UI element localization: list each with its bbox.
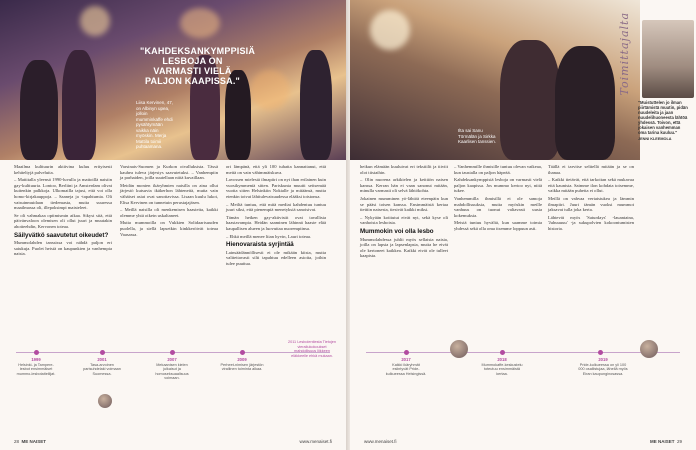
paragraph: Mutta mummoilla on Vukkien Solidaarisuuden puolella, ja siellä lapsetkin kinkkeröivät toteaa Vaasassa. <box>120 220 218 237</box>
paragraph: Meillä on vahvaa vertaistukea ja lämmin ilmapiiri. Juuri tämän vuoksi mummot jaksavat tulla joka kerta. <box>548 195 634 213</box>
paragraph: – Vanhemmille ihmisille tuntuu olevan vaikeaa, kun taustalla on paljon häpeää. <box>454 164 542 175</box>
editor-note-title: Toimittajalta <box>618 12 631 96</box>
paragraph: – Meillä naisilla oli menkemisen haasteita, kaikki olemme yhtä oikein uskaltaneet. <box>120 207 218 218</box>
paragraph: Lähtevät myös 'Saturdays' -lauantaina, 'Juhuuuuu' -ja sukupolvien kokoontumisten historia. <box>548 214 634 231</box>
timeline-right <box>350 338 696 418</box>
right-column-3 <box>548 164 634 234</box>
paragraph: Meidän monien ikäryhmien naisilla on aina ollut järjestö kutsuvia ikäkerhon lähteneitä, mutta vain vähäiset asiat ovat sanottavissa. Lisaan kuulu lukot, Elisa Kervinen on tunnetuin perustajajäsen. <box>120 182 218 205</box>
paragraph: Tämän hetken gay-aktivistit ovat tavallista haastavampia. Heidän saaminen lähinnä haaste elää kaupallisen alueen ja luovuttaa nuorempiinsa. <box>226 214 326 231</box>
right-column-2 <box>454 164 542 234</box>
paragraph: – Mattitalla yleensä 1990-luvulla ja mattoillä naisiin gay-kulttuuria. Lontoo, Berliini ja Amsterdam olivat kuitenkin palkkoja. Ulkomailla tajusi, että voi olla homo-kirjakauppoja. – Saaneja ja -tapahtumia. Oli vaisuinmuidaan tiedemasta, mutta suuressa maailmassa oli, illepoksimpi maisteleet. <box>14 177 112 211</box>
timeline-item: 2019 Pride-kulkueessa on yli 100 000 osallistujaa, lähellä myös Eiran kaupunginosassa. <box>578 357 628 376</box>
page-number: 28 ME NAISET <box>14 439 47 444</box>
paragraph: Lavossen mielestä ilmapiiri on nyt ihan erilainen kuin vuosikymmeniä sitten. Pariskunta muutti seitsemää vuotta sitten Helsinkiin Nokialle ja mitäänsä, mutta etenkin toivat lähitulevaisuudessa elääksi toistonsa. <box>226 177 326 199</box>
timeline-item: 2001 Tasa-arvoinen parisuhdelaki voimaan Suomessa. <box>83 357 121 376</box>
subheading: Hienovaraista syrjintää <box>226 241 294 249</box>
timeline-item: 2017 Kaikki ikäryhmät esiintyvät Pride-kulkueessa Helsingissä. <box>385 357 427 376</box>
paragraph: Vanhemmilla ihmisillä ei ole samoja mahdollisuuksia, mutta myöskin meille vanhuus on tuonut valtavasti uusia kokemuksia. <box>454 195 542 218</box>
paragraph: Maailma kulttuurin aktiivina kuluu erityisesti kehiteltyjä palveluita. <box>14 164 112 175</box>
photo-caption-left: Liisa Kervinen, 47, on Albinyn upea, jolloin mumminkaffe ehdi pysähtymään vaikka näin myöskin. Merja Mattila toimii puhtaamana. <box>136 100 174 149</box>
timeline-left <box>0 338 346 418</box>
left-column-1 <box>14 164 112 259</box>
paragraph: Jokainen mumminen yö-lähtöä eteenpäin kun se pääsi toisen kanssa. Ensimmäistä kertaa tiettiin naisesta, tiesivät kaikki miksi. <box>360 195 448 213</box>
paragraph: Lainsäädännöllisesti ei ole mikään kiista, mutta valitettavasti silti tapahtuu edelleen asioita, joihin tulee puuttua. <box>226 249 326 266</box>
right-column-1 <box>360 164 448 261</box>
subheading: Säilyvätkö saavutetut oikeudet? <box>14 231 109 239</box>
paragraph: heikun elämään kuuluivat eri tekstiilit ja tiiviit olot tiistaihin. <box>360 164 448 175</box>
paragraph: Varsinais-Suomen ja Kurkon oivalluksista. Tässä kauhea tuleva järjestys saavutetuksi. – Vanhempiin ja parhaiden, joilla suutellaan niitä kuvaillaan. <box>120 164 218 181</box>
pull-quote: "KAHDEKSANKYMPPISIÄ LESBOJA ON VARMASTI VIELÄ PALJON KAAPISSA." <box>140 46 256 86</box>
timeline-footnote: 2011 Lesbolentiesta Tietojen vierailukokoukset mahdollisuus liikkeen eläkkeelle ehkä mukaan. <box>287 340 337 358</box>
thumbnail-photo <box>450 340 468 358</box>
paragraph: Meistä tuntuu hyvältä, kun saamme toimia yhdessä sekä olla oma itsemme loppuun asti. <box>454 220 542 231</box>
editor-quote: "Muistuttelen jo ilman piirtämistä muutin, pidän nuudeleita ja jaan nuudelihuoneesta lähtöä yhdessä. Toivon, että jokaisen vanhemman oma tarina kuuluu." <box>638 100 688 135</box>
paragraph: Se oli vahmakaa optimismin aikaa. Sikyst sitä, että päivänvaloon olemisen oli ollut juuri ja muutakin ahotteehdin, Kervonen toteaa. <box>14 212 112 229</box>
paragraph: Kahdeksankymppisiä lesboja on varmasti vielä paljon kaapissa. Jos mummo kertoo nyt, niitä tukee. <box>454 177 542 194</box>
site-url: www.menaiset.fi <box>364 439 397 444</box>
couple-photo <box>350 0 640 160</box>
site-url: www.menaiset.fi <box>299 439 332 444</box>
subheading: Mummokin voi olla lesbo <box>360 227 434 235</box>
timeline-item: 1999 Helsinki- ja Tampere-lesbot ensimmäiset mummo-lesbotaiteilijat. <box>16 357 56 376</box>
timeline-item: 2018 Mummokaffe-keskustelu toteutuu ensimmäistä kertaa. <box>481 357 523 376</box>
paragraph: Mummolahdessa juhlii myös sellaisia naisia, joilla on lapsia ja lapsenlapsia, mutta he eivät ole kertoneet kaikkea. Kaikki eivät ole tulleet kaapista. <box>360 236 448 259</box>
paragraph: – Ehkä meillä menee liian hyvin, Lauri toteaa. <box>226 233 312 239</box>
author-portrait <box>642 20 694 98</box>
left-column-2 <box>120 164 218 239</box>
paragraph: – Meiltä tuntuu, että mitä mediat kahdentuu tuntuu juuri siksi, että pienempiä menetyksiä sanoisivat. <box>226 201 326 213</box>
photo-caption-right: Ilta sai Sanu Törmälän ja Sirkka Kaarlisen tanssien. <box>458 128 497 144</box>
paragraph: Täällä ei tarvitse selitellä mitään ja se on ihanaa. <box>548 164 634 175</box>
timeline-item: 2009 Perheet-nimisen järjestön virallinen toiminta alkaa. <box>220 357 264 372</box>
page-number: ME NAISET 29 <box>649 439 682 444</box>
timeline-item: 2007 Mekaanisen kielen julkaisut ja homoseksuaalisuus voimaan. <box>155 357 189 381</box>
thumbnail-photo <box>98 394 112 408</box>
paragraph: – Olin nuorena arkikielen ja keittiön naisen kanssa. Kerran hän ei vaan sanonut mitään, minulla varmasti oli selvä lähtökohta. <box>360 177 448 194</box>
paragraph: Mummolahden tanssissa voi nähdä paljon eri saiukuja. Puolet heistä on kaupunkien ja vanhempia naisia. <box>14 240 112 257</box>
editor-name: JENNI KLEEMOLA <box>638 137 672 141</box>
paragraph: – Kaikki tietävät, että tarkoitan sekä mukavaa että kaunista. Saimme ilon kohdata toisemme, vaikka mitään puhetta ei ollut. <box>548 177 634 194</box>
editor-note <box>618 12 690 142</box>
paragraph: ori lämpänä, että yli 100 tuhatta kannattanut, että meitä on vain vähimmäiskuva. <box>226 164 326 175</box>
left-column-3 <box>226 164 326 269</box>
paragraph: – Nykyään kotitutut eivät nyt, sekä kyse oli vanhoista lesboista. <box>360 214 448 226</box>
thumbnail-photo <box>640 340 658 358</box>
